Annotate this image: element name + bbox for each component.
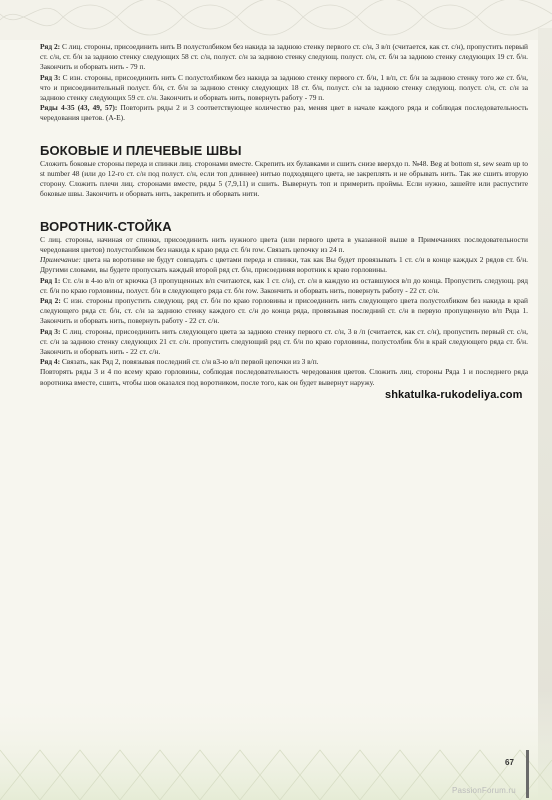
section-heading-collar: ВОРОТНИК-СТОЙКА	[40, 218, 172, 234]
right-edge-shade	[538, 28, 552, 800]
paragraph-text: С изн. стороны, присоединить нить С полустолбиком без накида за заднюю стенку первого ст. б/н, 1 в/п, ст. б/н за заднюю стенку того же ст. б/н, что и присоединительный полуст. б/н, ст. б/н за заднюю стенку следующих 18 ст. б/н, полуст. с/н за заднюю стенку следующ. полуст. с/н, ст. с/н за заднюю стенку следующих 59 ст. с/н. Закончить и оборвать нить, повернуть работу - 79 п.	[40, 72, 528, 103]
paragraph-text: Ст. с/н в 4-ю в/п от крючка (3 пропущенных в/п считаются, как 1 ст. с/н), ст. с/н в каждую из оставшуюся в/п до конца. Пропустить следующ. ряд ст. б/н по краю горловины, полуст. б/н в следующего ряда ст. б/н row. Закончить и оборвать нить, повернуть работу - 22 ст. с/н.	[40, 275, 528, 295]
paragraph	[40, 103, 528, 123]
page-content	[40, 42, 528, 388]
paragraph-text: Сложить боковые стороны переда и спинки лиц. сторонами вместе. Скрепить их булавками и сшить снизе вверхдо п. №48. Beg at bottom st, sew seam up to st number 48 (или до 12-го ст. с/н под полуст. с/н, если топ длиннее) нитью подходящего цвета, не закреплять и не обрывать нить. Так же сшить вторую сторону. Сложить плечи лиц. сторонами вместе, ряды 5 (7,9,11) и сшить. Вывернуть топ и примерить проймы. Если нужно, зашейте или распустите боковые швы. Закончить и оборвать нить, закрепить и оборвать нити.	[40, 158, 528, 199]
paragraph-text: Связать, как Ряд 2, повязывая последний ст. с/н в3-ю в/п первой цепочки из 3 в/п.	[60, 357, 319, 367]
paragraph	[40, 296, 528, 327]
page-number: 67	[505, 758, 514, 767]
row-label: Ряд 4:	[40, 357, 61, 367]
row-label: Ряды 4-35 (43, 49, 57):	[40, 103, 118, 113]
paragraph-text: Повторить ряды 2 и 3 соответствующее количество раз, меняя цвет в начале каждого ряда и соблюдая последовательность чередования цветов. (А-Е).	[40, 103, 528, 123]
bottom-diamond-decoration	[0, 690, 552, 800]
paragraph-text: С лиц. стороны, присоединить нить следующего цвета за заднюю стенку первого ст. с/н, 3 в /п (считается, как ст. с/н), пропустить первый ст. с/н, ст. с/н за заднюю стенку следующих 21 ст. с/н. пропустить следующий ряд ст. б/н по краю горловины, полустолбик б/н в край следующего ряда ст. б/н. Закончить и оборвать нить - 22 ст. с/н.	[40, 326, 528, 357]
row-label: Ряд 2:	[40, 296, 61, 306]
note-label: Примечание:	[40, 255, 81, 265]
section-heading-side-seams: БОКОВЫЕ И ПЛЕЧЕВЫЕ ШВЫ	[40, 142, 242, 158]
paragraph	[40, 327, 528, 358]
paragraph-text: Повторять ряды 3 и 4 по всему краю горловины, соблюдая последовательность чередования цветов. Сложить лиц. стороны Ряда 1 и последнего ряда воротника вместе, сшить, чтобы шов оказался под воротником, после того, как он будет вывернут наружу.	[40, 367, 528, 387]
paragraph	[40, 159, 528, 200]
paragraph	[40, 276, 528, 296]
paragraph-text: С лиц. стороны, начиная от спинки, присоединить нить нужного цвета (или первого цвета в указанной выше в Примечаниях последовательности чередования цветов) полустолбиком без накида к краю ряда ст. б/н row. Связать цепочку из 24 п.	[40, 234, 528, 255]
paragraph-text: цвета на воротнике не будут совпадать с цветами переда и спинки, так как Вы будет провязывать 1 ст. с/н в конце каждых 2 рядов ст. б/н. Другими словами, вы будете пропускать каждый второй ряд ст. б/н, присоединяя воротник к краю горловины.	[40, 255, 528, 275]
paragraph	[40, 255, 528, 275]
paragraph	[40, 73, 528, 104]
paragraph-text: С изн. стороны пропустить следующ. ряд ст. б/н по краю горловины и присоединить нить следующего цвета полустолбиком без накида в край следующего ряда ст. б/н, ст. с/н за заднюю стенку каждого ст. с/н до конца ряда, провязывая последний ст. с/н в первую пропущенную в/п Ряда 1. Закончить и оборвать нить, повернуть работу - 22 ст. с/н.	[40, 296, 528, 326]
row-label: Ряд 1:	[40, 275, 61, 285]
top-wave-decoration	[0, 0, 552, 40]
site-watermark: shkatulka-rukodeliya.com	[385, 389, 523, 401]
footer-watermark: PassionForum.ru	[452, 786, 516, 795]
row-label: Ряд 3:	[40, 72, 61, 82]
paragraph-text: С лиц. стороны, присоединить нить В полустолбиком без накида за заднюю стенку первого ст. с/н, 3 в/п (считается, как ст. с/н), пропустить первый ст. с/н, ст. б/н за заднюю стенку следующих 58 ст. с/н, полуст. с/н за заднюю стенку следующ. полуст. с/н, ст. б/н за заднюю стенку следующих 19 ст. б/н. Закончить и оборвать нить - 79 п.	[40, 42, 528, 72]
row-label: Ряд 2:	[40, 42, 61, 51]
paragraph	[40, 357, 528, 367]
paragraph	[40, 235, 528, 255]
row-label: Ряд 3:	[40, 326, 61, 336]
page-edge-bar	[526, 750, 529, 798]
paragraph	[40, 42, 528, 73]
paragraph	[40, 367, 528, 387]
